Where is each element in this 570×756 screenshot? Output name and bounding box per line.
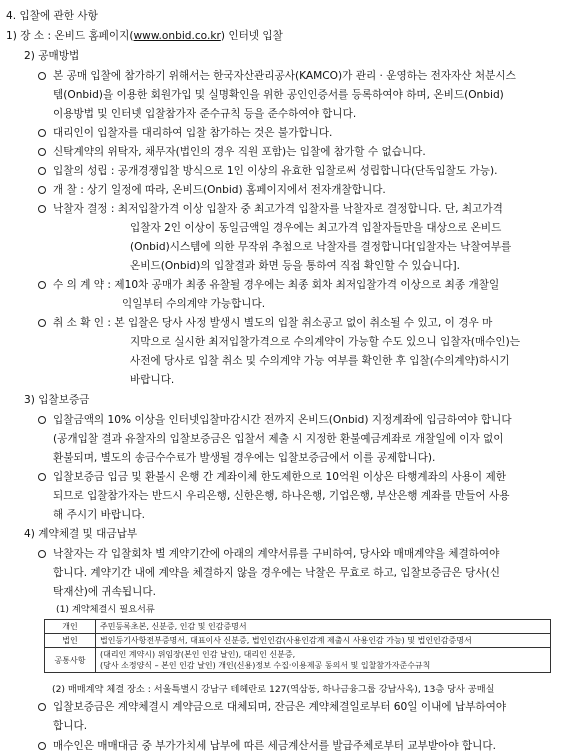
method-text: 익일부터 수의계약 가능합니다. <box>122 298 266 310</box>
method-text: 신탁계약의 위탁자, 채무자(법인의 경우 직원 포함)는 입찰에 참가할 수 없습니다. <box>53 146 426 158</box>
table-header-cell: 개인 <box>45 620 96 634</box>
method-text: 템(Onbid)을 이용한 회원가입 및 실명확인을 위한 공인인증서를 등록하여야 하며, 온비드(Onbid) <box>53 89 504 101</box>
method-text: 수 의 계 약 : 제10차 공매가 최종 유찰될 경우에는 최종 회차 최저입찰가격 이상으로 최종 개찰일 <box>53 279 500 291</box>
method-text: 지막으로 실시한 최저입찰가격으로 수의계약이 가능할 수도 있으니 입찰자(매수인)는 <box>130 336 521 348</box>
bullet-icon <box>38 473 46 481</box>
bullet-icon <box>38 703 46 711</box>
bullet-icon <box>38 129 46 137</box>
table-cell-line: (당사 소정양식 – 본인 인감 날인) 개인(신용)정보 수집·이용제공 동의서 및 입찰참가자준수규칙 <box>100 661 431 670</box>
bullet-icon <box>38 416 46 424</box>
subsection-title-deposit: 3) 입찰보증금 <box>24 394 90 406</box>
subsection-title-contract: 4) 계약체결 및 대금납부 <box>24 528 138 540</box>
contract-text: 합니다. <box>53 720 88 732</box>
bid-location-label: 1) 장 소 : 온비드 홈페이지( <box>6 30 134 42</box>
contract-text: 매수인은 매매대금 중 부가가치세 납부에 따른 세금계산서를 발급주체로부터 교부받아야 합니다. <box>53 740 497 752</box>
method-text: 취 소 확 인 : 본 입찰은 당사 사정 발생시 별도의 입찰 취소공고 없이 취소될 수 있고, 이 경우 마 <box>53 317 493 329</box>
deposit-text: 환불되며, 별도의 송금수수료가 발생될 경우에는 입찰보증금에서 이를 공제합니다). <box>53 452 436 464</box>
method-text: 이용방법 및 인터넷 입찰참가자 준수규칙 등을 준수하여야 합니다. <box>53 108 357 120</box>
contract-place: (2) 매매계약 체결 장소 : 서울특별시 강남구 테헤란로 127(역삼동, 하나금융그룹 강남사옥), 13층 당사 공매실 <box>52 684 495 695</box>
subsection-title-auction-method: 2) 공매방법 <box>24 50 80 62</box>
bullet-icon <box>38 186 46 194</box>
method-text: 입찰의 성립 : 공개경쟁입찰 방식으로 1인 이상의 유효한 입찰로써 성립합니다(단독입찰도 가능). <box>53 165 498 177</box>
bullet-icon <box>38 205 46 213</box>
table-cell: 법인등기사항전부증명서, 대표이사 신분증, 법인인감(사용인감계 제출시 사용인감 가능) 및 법인인감증명서 <box>96 634 551 648</box>
onbid-link[interactable]: www.onbid.co.kr <box>133 30 221 42</box>
deposit-text: (공개입찰 결과 유찰자의 입찰보증금은 입찰서 제출 시 지정한 환불예금계좌로 개찰일에 이자 없이 <box>53 433 504 445</box>
bullet-icon <box>38 742 46 750</box>
deposit-text: 해 주시기 바랍니다. <box>53 509 145 521</box>
method-text: (Onbid)시스템에 의한 무작위 추첨으로 낙찰자를 결정합니다[입찰자는 낙찰여부를 <box>130 241 512 253</box>
method-text: 본 공매 입찰에 참가하기 위해서는 한국자산관리공사(KAMCO)가 관리 · 운영하는 전자자산 처분시스 <box>53 70 516 82</box>
table-header-cell: 법인 <box>45 634 96 648</box>
table-row <box>45 620 551 634</box>
contract-text: 합니다. 계약기간 내에 계약을 체결하지 않을 경우에는 낙찰은 무효로 하고, 입찰보증금은 당사(신 <box>53 567 501 579</box>
bid-location-tail: ) 인터넷 입찰 <box>220 30 283 42</box>
required-docs-caption: (1) 계약체결시 필요서류 <box>56 604 155 615</box>
table-cell: 주민등록초본, 신분증, 인감 및 인감증명서 <box>96 620 551 634</box>
method-text: 개 찰 : 상기 일정에 따라, 온비드(Onbid) 홈페이지에서 전자개찰합니다. <box>53 184 386 196</box>
table-row <box>45 648 551 673</box>
table-cell-line: (대리인 계약시) 위임장(본인 인감 날인), 대리인 신분증, <box>100 650 296 659</box>
bullet-icon <box>38 319 46 327</box>
required-docs-table <box>44 619 551 673</box>
contract-text: 탁재산)에 귀속됩니다. <box>53 586 156 598</box>
method-text: 바랍니다. <box>130 374 175 386</box>
bid-location-line <box>6 29 283 43</box>
deposit-text: 입찰보증금 입금 및 환불시 은행 간 계좌이체 한도제한으로 10억원 이상은 타행계좌의 사용이 제한 <box>53 471 506 483</box>
table-header-cell: 공통사항 <box>45 648 96 673</box>
contract-text: 입찰보증금은 계약체결시 계약금으로 대체되며, 잔금은 계약체결일로부터 60일 이내에 납부하여야 <box>53 701 507 713</box>
section-title: 4. 입찰에 관한 사항 <box>6 10 98 22</box>
method-text: 대리인이 입찰자를 대리하여 입찰 참가하는 것은 불가합니다. <box>53 127 333 139</box>
table-cell <box>96 648 551 673</box>
method-text: 사전에 당사로 입찰 취소 및 수의계약 가능 여부를 확인한 후 입찰(수의계약)하시기 <box>130 355 510 367</box>
bullet-icon <box>38 72 46 80</box>
method-text: 입찰자 2인 이상이 동일금액일 경우에는 최고가격 입찰자들만을 대상으로 온비드 <box>130 222 502 234</box>
bullet-icon <box>38 281 46 289</box>
deposit-text: 입찰금액의 10% 이상을 인터넷입찰마감시간 전까지 온비드(Onbid) 지정계좌에 입금하여야 합니다 <box>53 414 512 426</box>
method-text: 온비드(Onbid)의 입찰결과 화면 등을 통하여 직접 확인할 수 있습니다]. <box>130 260 460 272</box>
bullet-icon <box>38 148 46 156</box>
table-row <box>45 634 551 648</box>
deposit-text: 되므로 입찰참가자는 반드시 우리은행, 신한은행, 하나은행, 기업은행, 부산은행 계좌를 만들어 사용 <box>53 490 510 502</box>
bullet-icon <box>38 550 46 558</box>
bullet-icon <box>38 167 46 175</box>
method-text: 낙찰자 결정 : 최저입찰가격 이상 입찰자 중 최고가격 입찰자를 낙찰자로 결정합니다. 단, 최고가격 <box>53 203 503 215</box>
contract-text: 낙찰자는 각 입찰회차 별 계약기간에 아래의 계약서류를 구비하여, 당사와 매매계약을 체결하여야 <box>53 548 500 560</box>
